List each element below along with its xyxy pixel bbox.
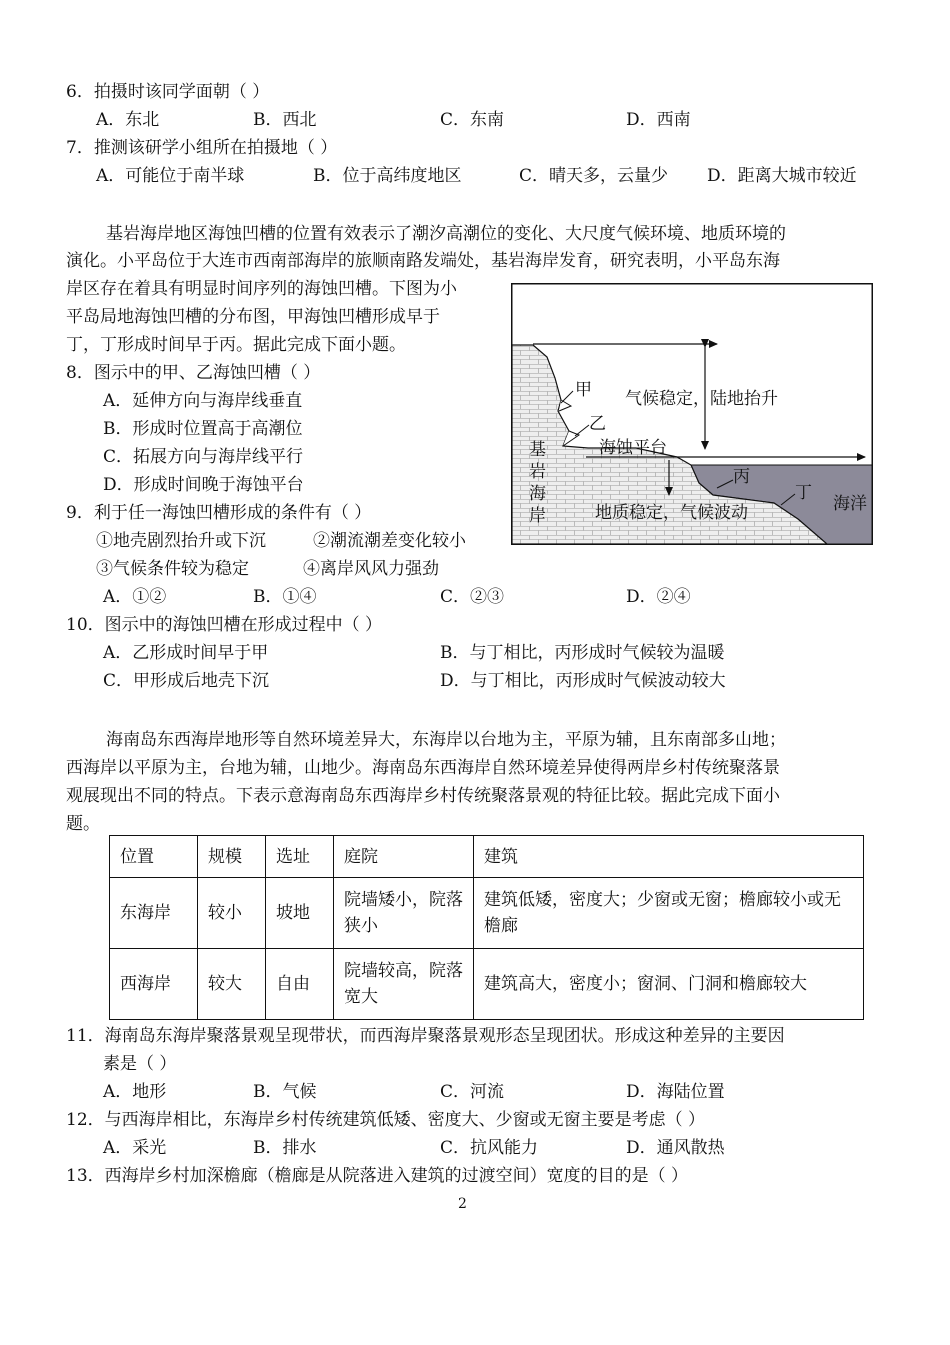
table-header-row (110, 836, 864, 878)
q11-option-b: B．气候 (253, 1082, 317, 1102)
label-ding: 丁 (795, 483, 812, 503)
table-cell: 建筑高大，密度小；窗洞、门洞和檐廊较大 (474, 949, 864, 1020)
page-number: 2 (458, 1196, 467, 1212)
table-header: 规模 (198, 836, 266, 878)
q8-option-d: D．形成时间晚于海蚀平台 (103, 475, 304, 495)
table-row (110, 949, 864, 1020)
settlement-comparison-table (109, 835, 864, 1020)
q7-stem: 7．推测该研学小组所在拍摄地（ ） (66, 138, 338, 158)
q12-option-a: A．采光 (103, 1138, 167, 1158)
q12-option-c: C．抗风能力 (440, 1138, 539, 1158)
label-yi: 乙 (589, 414, 606, 434)
q9-option-d: D．②④ (626, 587, 691, 607)
table-cell: 西海岸 (110, 949, 198, 1020)
q9-option-c: C．②③ (440, 587, 505, 607)
q12-stem: 12．与西海岸相比，东海岸乡村传统建筑低矮、密度大、少窗或无窗主要是考虑（ ） (66, 1110, 706, 1130)
table-cell: 东海岸 (110, 878, 198, 949)
q8-option-c: C．拓展方向与海岸线平行 (103, 447, 304, 467)
label-ocean: 海洋 (833, 494, 867, 514)
q11-option-c: C．河流 (440, 1082, 505, 1102)
q6-option-c: C．东南 (440, 110, 505, 130)
q7-option-a: A．可能位于南半球 (96, 166, 245, 186)
table-header: 选址 (266, 836, 334, 878)
table-cell: 院墙矮小，院落狭小 (334, 878, 474, 949)
passage1-line: 基岩海岸地区海蚀凹槽的位置有效表示了潮汐高潮位的变化、大尺度气候环境、地质环境的 (106, 224, 786, 244)
passage1-line: 岸区存在着具有明显时间序列的海蚀凹槽。下图为小 (66, 279, 457, 299)
passage2-line: 西海岸以平原为主，台地为辅，山地少。海南岛东西海岸自然环境差异使得两岸乡村传统聚落景 (66, 758, 780, 778)
passage2-line: 题。 (66, 814, 100, 834)
q8-option-a: A．延伸方向与海岸线垂直 (103, 391, 303, 411)
q11-stem: 11．海南岛东海岸聚落景观呈现带状，而西海岸聚落景观形态呈现团状。形成这种差异的主要因 (66, 1026, 785, 1046)
q7-option-d: D．距离大城市较近 (707, 166, 857, 186)
q10-option-d: D．与丁相比，丙形成时气候波动较大 (440, 671, 726, 691)
q9-stem: 9．利于任一海蚀凹槽形成的条件有（ ） (66, 503, 372, 523)
label-bing: 丙 (733, 467, 750, 487)
q9-option-a: A．①② (103, 587, 167, 607)
q11-option-d: D．海陆位置 (626, 1082, 725, 1102)
table-header: 庭院 (334, 836, 474, 878)
table-cell: 较大 (198, 949, 266, 1020)
label-geo-climate: 地质稳定，气候波动 (595, 503, 748, 523)
q6-stem: 6．拍摄时该同学面朝（ ） (66, 82, 270, 102)
label-rock-coast: 岩 (529, 462, 546, 482)
q11-option-a: A．地形 (103, 1082, 167, 1102)
table-cell: 院墙较高，院落宽大 (334, 949, 474, 1020)
table-cell: 较小 (198, 878, 266, 949)
q10-stem: 10．图示中的海蚀凹槽在形成过程中（ ） (66, 615, 383, 635)
passage2-line: 观展现出不同的特点。下表示意海南岛东西海岸乡村传统聚落景观的特征比较。据此完成下面小 (66, 786, 780, 806)
q10-option-c: C．甲形成后地壳下沉 (103, 671, 270, 691)
table-row (110, 878, 864, 949)
label-rock-coast: 基 (529, 440, 546, 460)
passage2-line: 海南岛东西海岸地形等自然环境差异大，东海岸以台地为主，平原为辅，且东南部多山地； (106, 730, 786, 750)
q8-stem: 8．图示中的甲、乙海蚀凹槽（ ） (66, 363, 321, 383)
q12-option-d: D．通风散热 (626, 1138, 725, 1158)
q9-condition-2: ②潮流潮差变化较小 (313, 531, 466, 551)
q10-option-a: A．乙形成时间早于甲 (103, 643, 269, 663)
q10-option-b: B．与丁相比，丙形成时气候较为温暖 (440, 643, 725, 663)
label-rock-coast: 海 (529, 484, 546, 504)
table-cell: 坡地 (266, 878, 334, 949)
q6-option-d: D．西南 (626, 110, 691, 130)
table-cell: 建筑低矮，密度大；少窗或无窗；檐廊较小或无檐廊 (474, 878, 864, 949)
sea-notch-diagram (511, 283, 873, 545)
label-jia: 甲 (575, 380, 592, 400)
passage1-line: 平岛局地海蚀凹槽的分布图，甲海蚀凹槽形成早于 (66, 307, 440, 327)
q9-condition-4: ④离岸风风力强劲 (303, 559, 439, 579)
label-climate-uplift: 气候稳定，陆地抬升 (625, 389, 778, 409)
table-header: 建筑 (474, 836, 864, 878)
q9-condition-3: ③气候条件较为稳定 (96, 559, 249, 579)
table-header: 位置 (110, 836, 198, 878)
q9-condition-1: ①地壳剧烈抬升或下沉 (96, 531, 266, 551)
q13-stem: 13．西海岸乡村加深檐廊（檐廊是从院落进入建筑的过渡空间）宽度的目的是（ ） (66, 1166, 689, 1186)
q11-stem-continued: 素是（ ） (103, 1054, 177, 1074)
passage1-line: 丁，丁形成时间早于丙。据此完成下面小题。 (66, 335, 406, 355)
q8-option-b: B．形成时位置高于高潮位 (103, 419, 303, 439)
q12-option-b: B．排水 (253, 1138, 317, 1158)
table-cell: 自由 (266, 949, 334, 1020)
q7-option-c: C．晴天多，云量少 (519, 166, 669, 186)
q9-option-b: B．①④ (253, 587, 317, 607)
passage1-line: 演化。小平岛位于大连市西南部海岸的旅顺南路发端处，基岩海岸发育，研究表明，小平岛东海 (66, 251, 780, 271)
label-rock-coast: 岸 (529, 506, 546, 526)
q6-option-a: A．东北 (96, 110, 160, 130)
q6-option-b: B．西北 (253, 110, 317, 130)
q7-option-b: B．位于高纬度地区 (313, 166, 462, 186)
label-platform: 海蚀平台 (599, 438, 667, 458)
